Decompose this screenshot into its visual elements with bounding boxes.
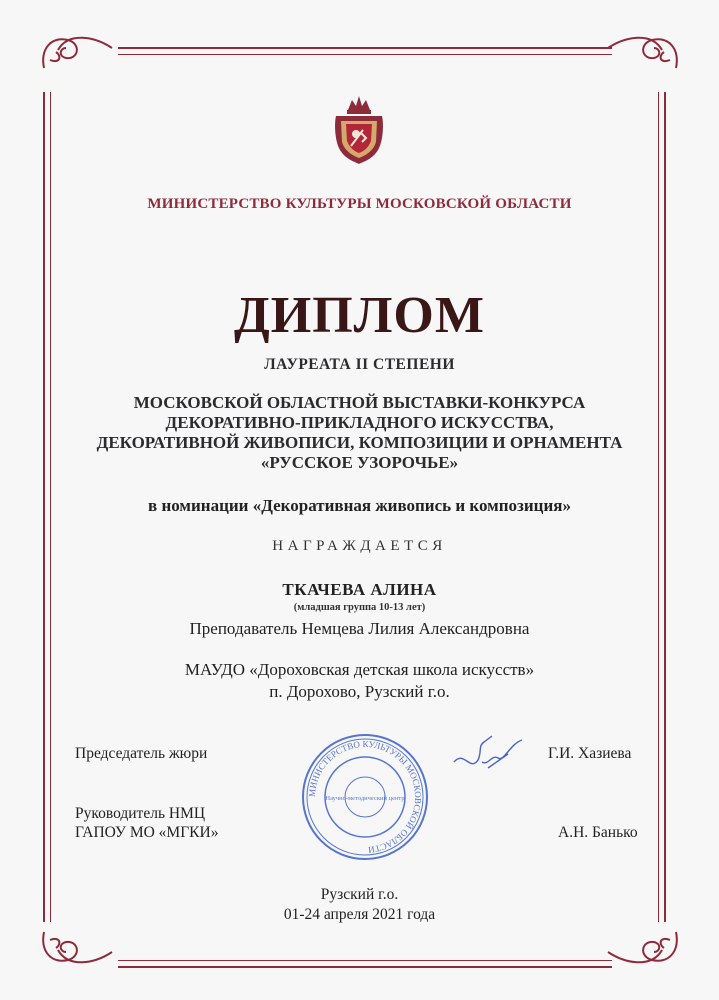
contest-name — [0, 393, 719, 473]
nmc-head-title — [75, 804, 218, 842]
recipient-name: ТКАЧЕВА АЛИНА — [282, 580, 437, 599]
nmc-head-title-line: ГАПОУ МО «МГКИ» — [75, 824, 219, 841]
laureate-degree: ЛАУРЕАТА II СТЕПЕНИ — [264, 356, 455, 373]
age-group: (младшая группа 10-13 лет) — [293, 602, 426, 613]
corner-ornament-top-right-icon — [604, 30, 682, 70]
nmc-head-name: А.Н. Банько — [558, 824, 638, 841]
stamp-outer-text: МИНИСТЕРСТВО КУЛЬТУРЫ МОСКОВСКОЙ ОБЛАСТИ — [306, 738, 424, 855]
place-line: Рузский г.о. — [320, 886, 399, 903]
stamp-center-text: Научно-методический центр — [325, 795, 405, 802]
frame-top-line-outer — [118, 47, 612, 49]
signature-icon — [448, 732, 528, 782]
contest-line: ДЕКОРАТИВНО-ПРИКЛАДНОГО ИСКУССТВА, — [165, 413, 554, 432]
nmc-head-title-line: Руководитель НМЦ — [75, 805, 206, 822]
official-stamp-icon — [300, 732, 430, 862]
contest-line: МОСКОВСКОЙ ОБЛАСТНОЙ ВЫСТАВКИ-КОНКУРСА — [133, 393, 586, 412]
corner-ornament-bottom-left-icon — [38, 930, 116, 970]
school-name: МАУДО «Дороховская детская школа искусств» — [184, 660, 535, 679]
date-line: 01-24 апреля 2021 года — [283, 906, 436, 923]
jury-chair-title: Председатель жюри — [75, 745, 208, 762]
ministry-heading: МИНИСТЕРСТВО КУЛЬТУРЫ МОСКОВСКОЙ ОБЛАСТИ — [147, 196, 572, 212]
coat-of-arms-icon — [332, 94, 386, 166]
school-location: п. Дорохово, Рузский г.о. — [269, 682, 450, 701]
corner-ornament-top-left-icon — [38, 30, 116, 70]
nomination-line: в номинации «Декоративная живопись и композиция» — [148, 496, 571, 515]
diploma-title: ДИПЛОМ — [234, 287, 485, 344]
contest-line: ДЕКОРАТИВНОЙ ЖИВОПИСИ, КОМПОЗИЦИИ И ОРНАМЕНТА — [96, 433, 623, 452]
awarded-label: НАГРАЖДАЕТСЯ — [272, 538, 447, 554]
frame-top-line-inner — [118, 54, 612, 55]
frame-bottom-line-inner — [118, 960, 612, 961]
corner-ornament-bottom-right-icon — [604, 930, 682, 970]
jury-chair-name: Г.И. Хазиева — [548, 745, 632, 762]
contest-line: «РУССКОЕ УЗОРОЧЬЕ» — [260, 453, 459, 472]
teacher-line: Преподаватель Немцева Лилия Александровна — [189, 619, 530, 638]
frame-bottom-line-outer — [118, 966, 612, 968]
